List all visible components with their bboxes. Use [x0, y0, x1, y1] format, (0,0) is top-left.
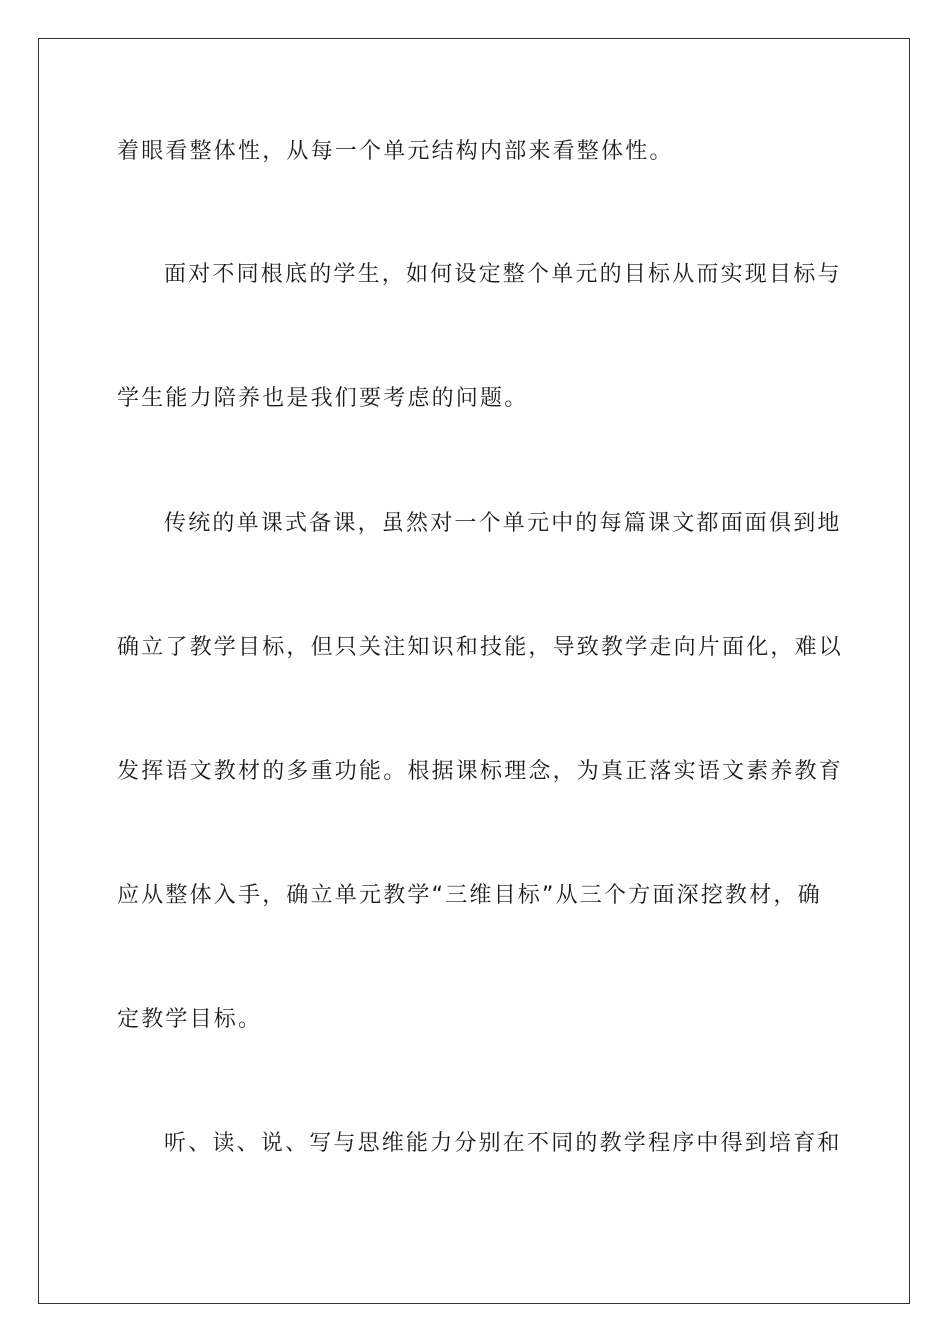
- paragraph-line: 听、读、说、写与思维能力分别在不同的教学程序中得到培育和: [164, 1131, 842, 1156]
- paragraph-line: 着眼看整体性，从每一个单元结构内部来看整体性。: [117, 139, 674, 164]
- paragraph-line: 传统的单课式备课，虽然对一个单元中的每篇课文都面面俱到地: [164, 511, 842, 536]
- paragraph-line: 学生能力陪养也是我们要考虑的问题。: [117, 386, 529, 411]
- paragraph-line: 确立了教学目标，但只关注知识和技能，导致教学走向片面化，难以: [117, 635, 844, 660]
- paragraph-line: 发挥语文教材的多重功能。根据课标理念，为真正落实语文素养教育: [117, 759, 844, 784]
- page-frame: [38, 38, 910, 1304]
- paragraph-line: 定教学目标。: [117, 1007, 263, 1032]
- paragraph-line: 应从整体入手，确立单元教学“三维目标”从三个方面深挖教材，确: [117, 883, 822, 908]
- paragraph-line: 面对不同根底的学生，如何设定整个单元的目标从而实现目标与: [164, 262, 842, 287]
